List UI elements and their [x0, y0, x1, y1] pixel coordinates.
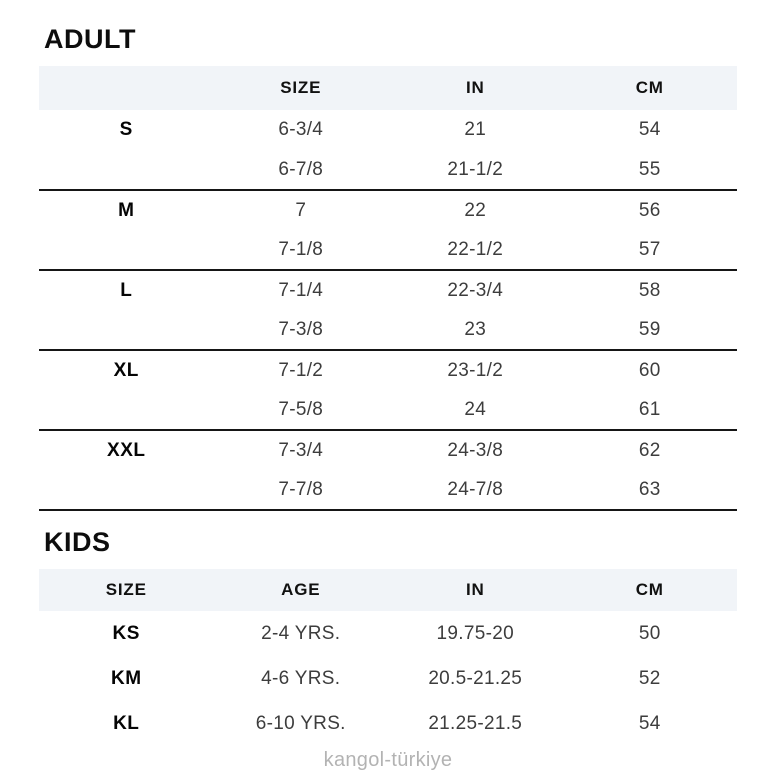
inches-value: 20.5-21.25: [428, 667, 523, 689]
size-group-label: [39, 230, 214, 270]
centimeters-value: 54: [638, 712, 661, 734]
size-group-label: S: [119, 119, 133, 140]
table-row: [39, 611, 737, 656]
size-value: 7-3/4: [278, 439, 324, 461]
table-row: [39, 430, 737, 470]
size-value: 7-1/2: [278, 359, 324, 381]
inches-value: 23: [464, 318, 487, 340]
centimeters-value: 55: [638, 158, 661, 180]
adult-column-header: SIZE: [214, 66, 389, 110]
centimeters-value: 57: [638, 238, 661, 260]
table-row: [39, 656, 737, 701]
table-row: [39, 270, 737, 310]
adult-size-table: [39, 66, 737, 511]
kids-table-header: [39, 569, 737, 611]
adult-table-header: [39, 66, 737, 110]
adult-size-group-l: [39, 270, 737, 350]
size-group-label: L: [120, 279, 133, 301]
table-row: [39, 350, 737, 390]
kids-size-table: [39, 569, 737, 746]
kids-section-title: KIDS: [44, 527, 111, 557]
kids-column-header: CM: [563, 569, 738, 611]
table-row: [39, 470, 737, 510]
size-value: 7-1/8: [278, 238, 324, 260]
adult-column-header: [39, 66, 214, 110]
kids-size-label: KS: [112, 622, 140, 644]
kids-size-label: KM: [110, 667, 142, 689]
adult-size-group-xl: [39, 350, 737, 430]
age-value: 2-4 YRS.: [261, 622, 341, 644]
inches-value: 22: [464, 199, 487, 221]
inches-value: 19.75-20: [436, 622, 514, 644]
inches-value: 24: [464, 398, 487, 420]
size-value: 6-3/4: [278, 119, 324, 140]
adult-size-group-m: [39, 190, 737, 270]
size-value: 7-5/8: [278, 398, 324, 420]
centimeters-value: 50: [638, 622, 661, 644]
table-row: [39, 190, 737, 230]
adult-size-group-xxl: [39, 430, 737, 510]
kids-size-label: KL: [113, 712, 140, 734]
table-row: [39, 230, 737, 270]
watermark-text: kangol-türkiye: [323, 749, 453, 771]
size-group-label: [39, 390, 214, 430]
size-group-label: [39, 150, 214, 190]
size-group-label: XL: [113, 359, 139, 381]
centimeters-value: 59: [638, 318, 661, 340]
size-value: 7-7/8: [278, 478, 324, 500]
size-group-label: [39, 310, 214, 350]
centimeters-value: 63: [638, 478, 661, 500]
kids-column-header: SIZE: [39, 569, 214, 611]
table-row: [39, 310, 737, 350]
centimeters-value: 54: [638, 119, 661, 140]
size-value: 7-1/4: [278, 279, 324, 301]
size-group-label: [39, 470, 214, 510]
size-group-label: M: [118, 199, 135, 221]
inches-value: 21: [464, 119, 487, 140]
size-value: 7-3/8: [278, 318, 324, 340]
table-row: [39, 701, 737, 746]
inches-value: 24-3/8: [447, 439, 504, 461]
centimeters-value: 61: [638, 398, 661, 420]
size-group-label: XXL: [107, 439, 146, 461]
adult-column-header: CM: [563, 66, 738, 110]
adult-size-group-s: [39, 110, 737, 190]
kids-header-row: [39, 569, 737, 611]
adult-header-row: [39, 66, 737, 110]
centimeters-value: 52: [638, 667, 661, 689]
size-value: 7: [295, 199, 307, 221]
inches-value: 21.25-21.5: [428, 712, 523, 734]
table-row: [39, 150, 737, 190]
centimeters-value: 56: [638, 199, 661, 221]
age-value: 4-6 YRS.: [261, 667, 341, 689]
inches-value: 23-1/2: [447, 359, 504, 381]
inches-value: 21-1/2: [447, 158, 504, 180]
centimeters-value: 60: [638, 359, 661, 381]
adult-column-header: IN: [388, 66, 563, 110]
inches-value: 22-3/4: [447, 279, 504, 301]
inches-value: 24-7/8: [447, 478, 504, 500]
centimeters-value: 58: [638, 279, 661, 301]
kids-table-body: [39, 611, 737, 746]
centimeters-value: 62: [638, 439, 661, 461]
size-value: 6-7/8: [278, 158, 324, 180]
table-row: [39, 390, 737, 430]
age-value: 6-10 YRS.: [255, 712, 346, 734]
kids-column-header: AGE: [214, 569, 389, 611]
adult-section-title: ADULT: [44, 24, 136, 54]
inches-value: 22-1/2: [447, 238, 504, 260]
kids-column-header: IN: [388, 569, 563, 611]
table-row: [39, 110, 737, 150]
